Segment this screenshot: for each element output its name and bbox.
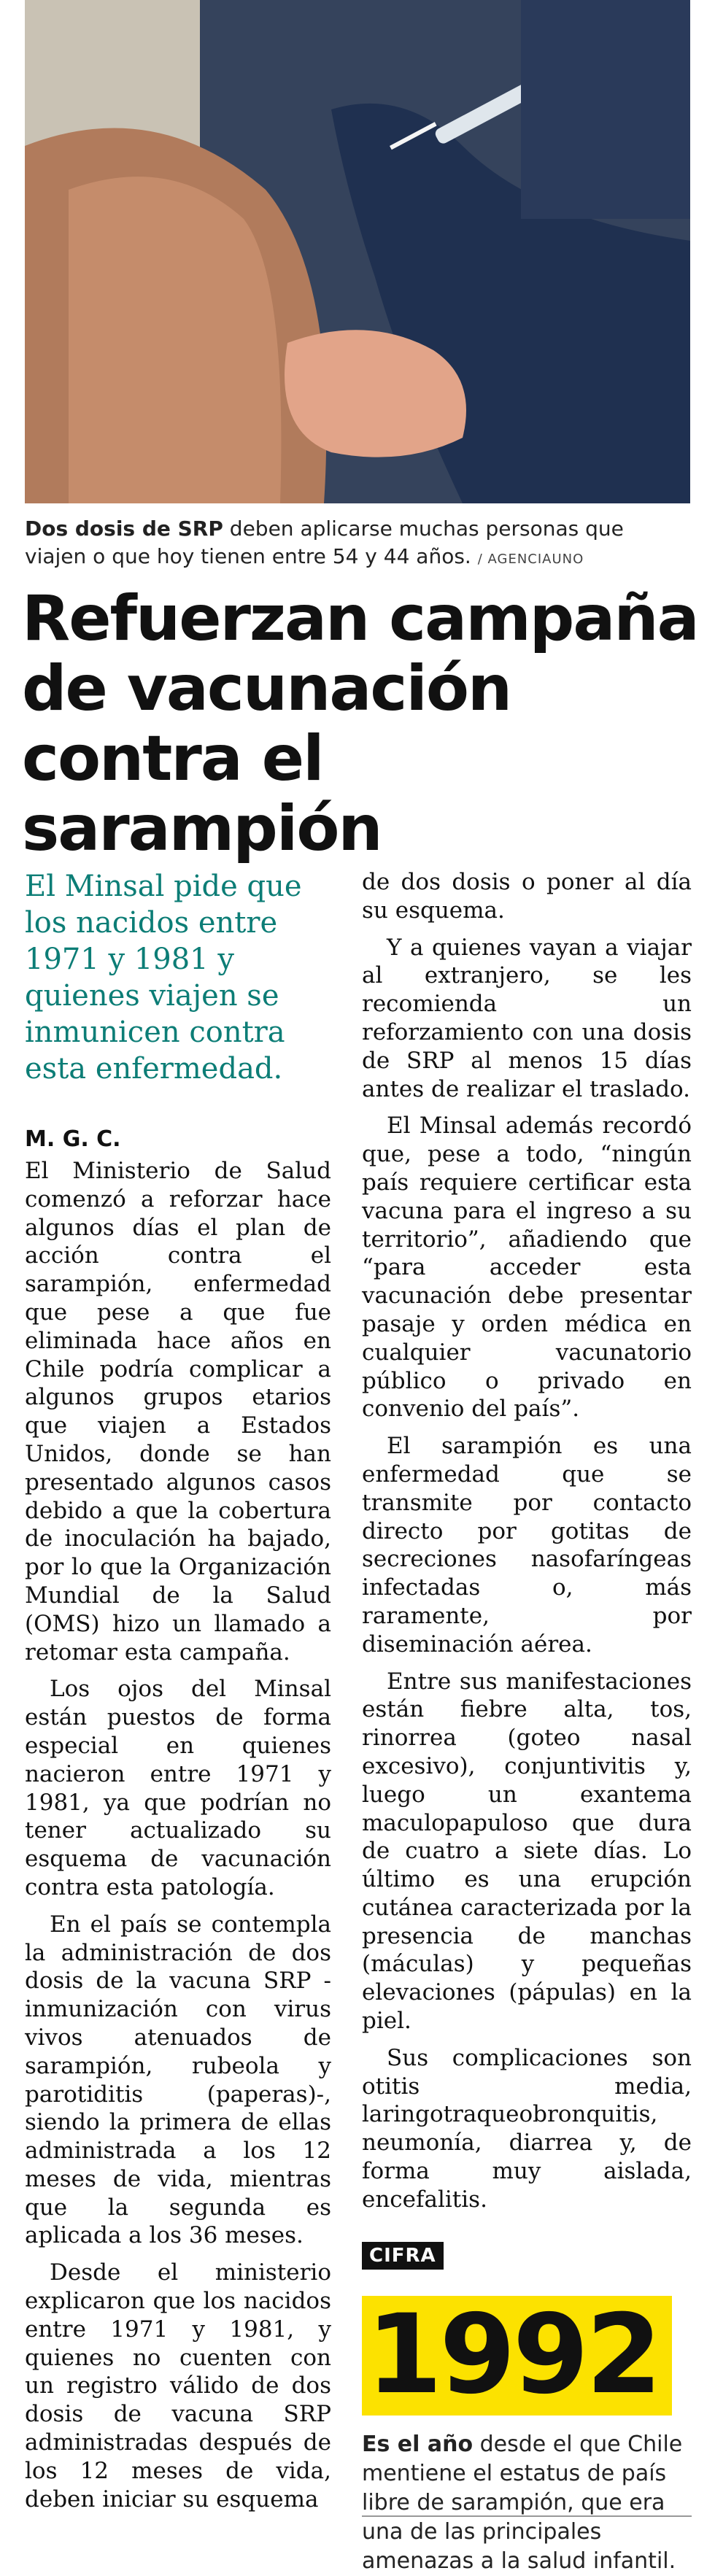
paragraph: En el país se contempla la administración de dos dosis de la vacuna SRP -inmunización con virus vivos atenuados de sarampión, rubeola y parotiditis (paperas)-, siendo la primera de ellas administrada a los 12 meses de vida, mientras que la segunda es aplicada a los 36 meses. [25, 1911, 331, 2249]
paragraph: Desde el ministerio explicaron que los nacidos entre 1971 y 1981, y quienes no cuenten con un registro válido de dos dosis de vacuna SRP administradas después de los 12 meses de vida, deben iniciar su esquema [25, 2259, 331, 2513]
article-column-2 [362, 868, 692, 2576]
cifra-text [362, 2430, 692, 2576]
paragraph: Sus complicaciones son otitis media, laringotraqueobronquitis, neumonía, diarrea y, de forma muy aislada, encefalitis. [362, 2044, 692, 2213]
cifra-body: desde el que Chile mentiene el estatus de país libre de sarampión, que era una de las principales amenazas a la salud infantil. [362, 2431, 683, 2574]
paragraph: El Minsal además recordó que, pese a todo, “ningún país requiere certificar esta vacuna para el ingreso a su territorio”, añadiendo que “para acceder esta vacunación debe presentar pasaje y orden médica en cualquier vacunatorio público o privado en convenio del país”. [362, 1113, 692, 1423]
cifra-box [362, 2223, 692, 2576]
cifra-label: CIFRA [362, 2242, 444, 2270]
byline: M. G. C. [25, 1126, 121, 1152]
caption-lead: Dos dosis de SRP [25, 517, 223, 541]
paragraph: Entre sus manifestaciones están fiebre alta, tos, rinorrea (goteo nasal excesivo), conjuntivitis y, luego un exantema maculopapuloso que dura de cuatro a siete días. Lo último es una erupción cutánea caracterizada por la presencia de manchas (máculas) y pequeñas elevaciones (pápulas) en la piel. [362, 1668, 692, 2035]
paragraph: El sarampión es una enfermedad que se transmite por contacto directo por gotitas de secreciones nasofaríngeas infectadas o, más raramente, por diseminación aérea. [362, 1433, 692, 1658]
headline: Refuerzan campaña de vacunación contra el sarampión [22, 582, 698, 865]
paragraph: Los ojos del Minsal están puestos de forma especial en quienes nacieron entre 1971 y 1981, ya que podrían no tener actualizado su esquema de vacunación contra esta patología. [25, 1676, 331, 1900]
vaccination-photo [25, 0, 690, 503]
caption-text: deben aplicarse muchas personas que viajen o que hoy tienen entre 54 y 44 años. [25, 517, 624, 568]
article-column-1 [25, 868, 331, 2522]
lead-text: El Minsal pide que los nacidos entre 1971 y 1981 y quienes viajen se inmunicen contra esta enfermedad. [25, 870, 302, 1086]
photo-credit: / AGENCIAUNO [477, 552, 584, 567]
photo-caption [25, 515, 690, 573]
cifra-lead: Es el año [362, 2431, 474, 2457]
cifra-number: 1992 [362, 2296, 672, 2416]
paragraph: Y a quienes vayan a viajar al extranjero, se les recomienda un reforzamiento con una dosis de SRP al menos 15 días antes de realizar el traslado. [362, 934, 692, 1102]
paragraph: El Ministerio de Salud comenzó a reforzar hace algunos días el plan de acción contra el sarampión, enfermedad que pese a que fue eliminada hace años en Chile podría complicar a algunos grupos etarios que viajen a Estados Unidos, donde se han presentado algunos casos debido a que la cobertura de inoculación ha bajado, por lo que la Organización Mundial de la Salud (OMS) hizo un llamado a retomar esta campaña. [25, 1158, 331, 1666]
divider [362, 2515, 692, 2517]
paragraph: de dos dosis o poner al día su esquema. [362, 869, 692, 924]
